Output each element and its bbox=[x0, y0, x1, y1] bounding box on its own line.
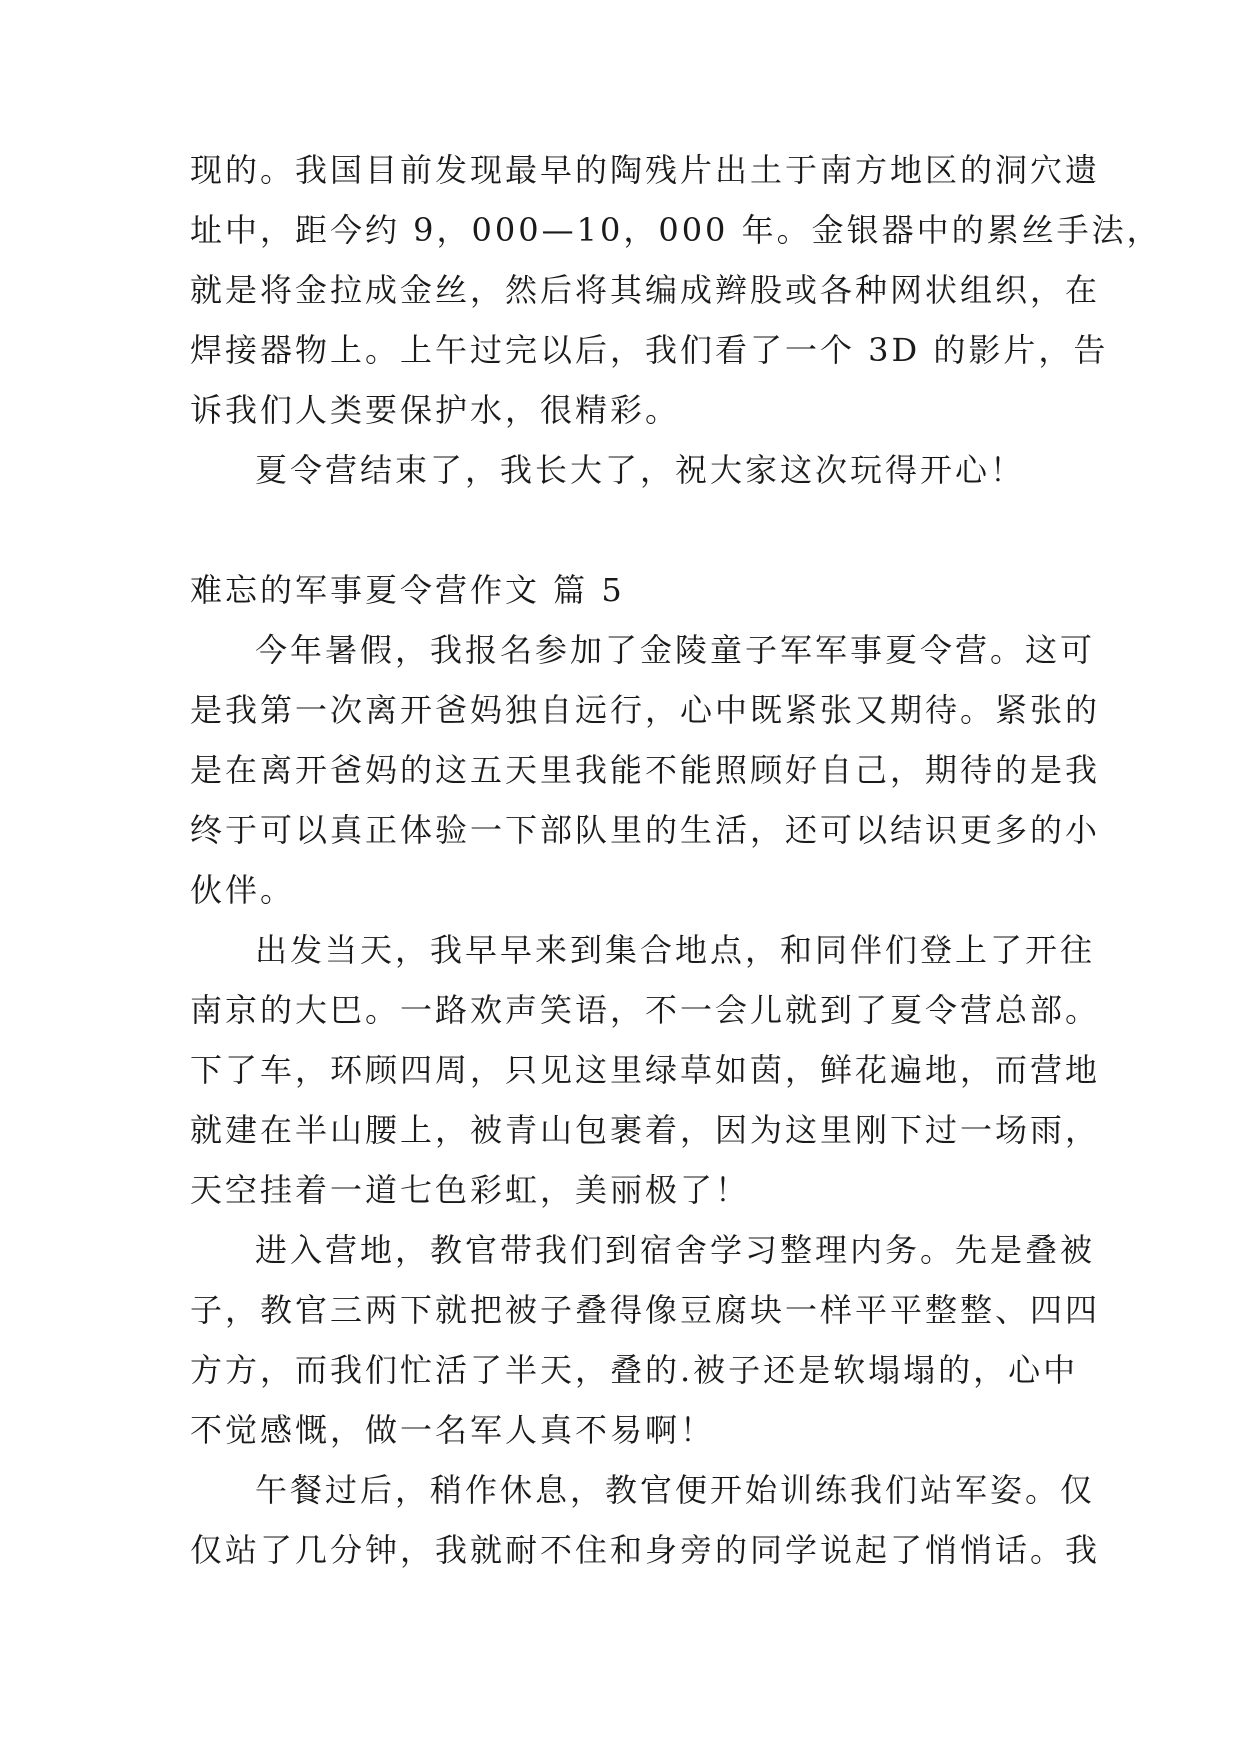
section-heading: 难忘的军事夏令营作文 篇 5 bbox=[190, 571, 625, 609]
text-line: 夏令营结束了，我长大了，祝大家这次玩得开心！ bbox=[255, 451, 1026, 489]
text-line: 子，教官三两下就把被子叠得像豆腐块一样平平整整、四四 bbox=[190, 1291, 1101, 1329]
text-line: 焊接器物上。上午过完以后，我们看了一个 3D 的影片，告 bbox=[190, 331, 1109, 369]
text-line: 就建在半山腰上，被青山包裹着，因为这里刚下过一场雨， bbox=[190, 1111, 1101, 1149]
text-line: 进入营地，教官带我们到宿舍学习整理内务。先是叠被 bbox=[255, 1231, 1096, 1269]
text-line: 南京的大巴。一路欢声笑语，不一会儿就到了夏令营总部。 bbox=[190, 991, 1101, 1029]
text-line: 午餐过后，稍作休息，教官便开始训练我们站军姿。仅 bbox=[255, 1471, 1096, 1509]
text-line: 今年暑假，我报名参加了金陵童子军军事夏令营。这可 bbox=[255, 631, 1096, 669]
text-line: 不觉感慨，做一名军人真不易啊！ bbox=[190, 1411, 716, 1449]
text-line: 终于可以真正体验一下部队里的生活，还可以结识更多的小 bbox=[190, 811, 1101, 849]
text-line: 方方，而我们忙活了半天，叠的.被子还是软塌塌的，心中 bbox=[190, 1351, 1079, 1389]
text-line: 下了车，环顾四周，只见这里绿草如茵，鲜花遍地，而营地 bbox=[190, 1051, 1101, 1089]
text-line: 出发当天，我早早来到集合地点，和同伴们登上了开往 bbox=[255, 931, 1096, 969]
text-line: 诉我们人类要保护水，很精彩。 bbox=[190, 391, 681, 429]
text-line: 天空挂着一道七色彩虹，美丽极了！ bbox=[190, 1171, 751, 1209]
text-line: 仅站了几分钟，我就耐不住和身旁的同学说起了悄悄话。我 bbox=[190, 1531, 1101, 1569]
text-line: 现的。我国目前发现最早的陶残片出土于南方地区的洞穴遗 bbox=[190, 151, 1101, 189]
text-line: 伙伴。 bbox=[190, 871, 296, 909]
text-line: 是在离开爸妈的这五天里我能不能照顾好自己，期待的是我 bbox=[190, 751, 1101, 789]
text-line: 就是将金拉成金丝，然后将其编成辫股或各种网状组织，在 bbox=[190, 271, 1101, 309]
text-line: 是我第一次离开爸妈独自远行，心中既紧张又期待。紧张的 bbox=[190, 691, 1101, 729]
text-line: 址中，距今约 9，000—10，000 年。金银器中的累丝手法， bbox=[190, 211, 1162, 249]
